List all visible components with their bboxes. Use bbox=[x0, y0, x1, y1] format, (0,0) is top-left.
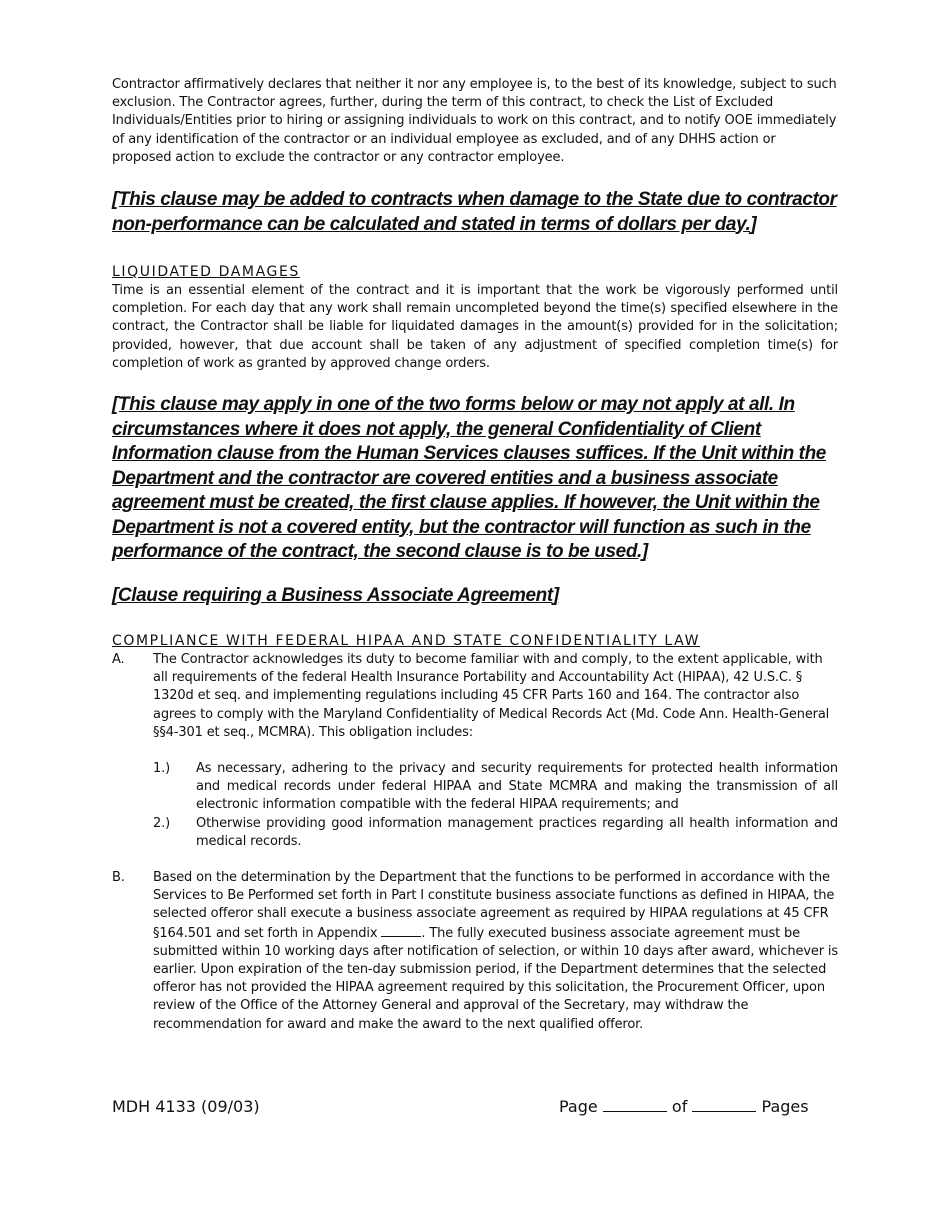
heading-liquidated-damages: LIQUIDATED DAMAGES bbox=[112, 264, 300, 281]
intro-paragraph: Contractor affirmatively declares that neither it nor any employee is, to the best of its knowledge, subject to such exclusion. The Contractor agrees, further, during the term of this contract, to check the List of Excluded Individuals/Entities prior to hiring or assigning individuals to work on this contract, and to notify OOE immediately of any identification of the contractor or an individual employee as excluded, and of any DHHS action or proposed action to exclude the contractor or any contractor employee. bbox=[112, 77, 837, 165]
liquidated-damages-text: Time is an essential element of the contract and it is important that the work be vigorously performed until completion. For each day that any work shall remain uncompleted beyond the time(s) specified elsewhere in the contract, the Contractor shall be liable for liquidated damages in the amount(s) provided for in the solicitation; provided, however, that due account shall be taken of any adjustment of specified completion time(s) for completion of work as granted by approved change orders. bbox=[112, 283, 838, 371]
clause-a-marker: A. bbox=[112, 652, 125, 668]
document-body bbox=[112, 76, 838, 1034]
clause-b-marker: B. bbox=[112, 870, 125, 886]
page-number-blank bbox=[603, 1097, 667, 1112]
subitem-2-marker: 2.) bbox=[153, 815, 171, 831]
subitem-1-marker: 1.) bbox=[153, 761, 171, 777]
clause-b-text-part1: Based on the determination by the Department that the functions to be performed in accordance with the Services to Be Performed set forth in Part I constitute business associate functions as defined in HIPAA, the selected offeror shall execute a business associate agreement as required by HIPAA regulations at 45 CFR §164.501 and set forth in Appendix bbox=[153, 870, 835, 941]
editor-note-liquidated: [This clause may be added to contracts when damage to the State due to contractor non-performance can be calculated and stated in terms of dollars per day.] bbox=[112, 189, 837, 235]
clause-a bbox=[112, 651, 838, 742]
clause-a-subitem-1 bbox=[153, 760, 838, 815]
of-label: of bbox=[671, 1097, 688, 1116]
clause-b bbox=[112, 869, 838, 1034]
clause-a-subitem-2 bbox=[153, 815, 838, 851]
clause-b-text bbox=[153, 869, 838, 1034]
subitem-1-text: As necessary, adhering to the privacy and security requirements for protected health information and medical records under federal HIPAA and State MCMRA and making the transmission of all electronic information compatible with the federal HIPAA requirements; and bbox=[196, 761, 838, 813]
form-number: MDH 4133 (09/03) bbox=[112, 1097, 260, 1116]
heading-hipaa-compliance: COMPLIANCE WITH FEDERAL HIPAA AND STATE CONFIDENTIALITY LAW bbox=[112, 633, 701, 650]
appendix-blank bbox=[381, 924, 421, 937]
page-count bbox=[559, 1097, 809, 1116]
editor-note-business-associate: [Clause requiring a Business Associate Agreement] bbox=[112, 584, 559, 606]
subitem-2-text: Otherwise providing good information management practices regarding all health information and medical records. bbox=[196, 815, 838, 849]
total-pages-blank bbox=[692, 1097, 756, 1112]
clause-b-text-part2: . The fully executed business associate agreement must be submitted within 10 working days after notification of selection, or within 10 days after award, whichever is earlier. Upon expiration of the ten-day submission period, if the Department determines that the selected offeror has not provided the HIPAA agreement required by this solicitation, the Procurement Officer, upon review of the Office of the Attorney General and approval of the Secretary, may withdraw the recommendation for award and make the award to the next qualified offeror. bbox=[153, 925, 838, 1032]
page-label: Page bbox=[559, 1097, 598, 1116]
editor-note-confidentiality: [This clause may apply in one of the two forms below or may not apply at all. In circumstances where it does not apply, the general Confidentiality of Client Information clause from the Human Services clauses suffices. If the Unit within the Department and the contractor are covered entities and a business associate agreement must be created, the first clause applies. If however, the Unit within the Department is not a covered entity, but the contractor will function as such in the performance of the contract, the second clause is to be used.] bbox=[112, 394, 826, 563]
pages-label: Pages bbox=[761, 1097, 809, 1116]
clause-a-text: The Contractor acknowledges its duty to become familiar with and comply, to the extent applicable, with all requirements of the federal Health Insurance Portability and Accountability Act (HIPAA), 42 U.S.C. § 1320d et seq. and implementing regulations including 45 CFR Parts 160 and 164. The contractor also agrees to comply with the Maryland Confidentiality of Medical Records Act (Md. Code Ann. Health-General §§4-301 et seq., MCMRA). This obligation includes: bbox=[153, 652, 830, 740]
